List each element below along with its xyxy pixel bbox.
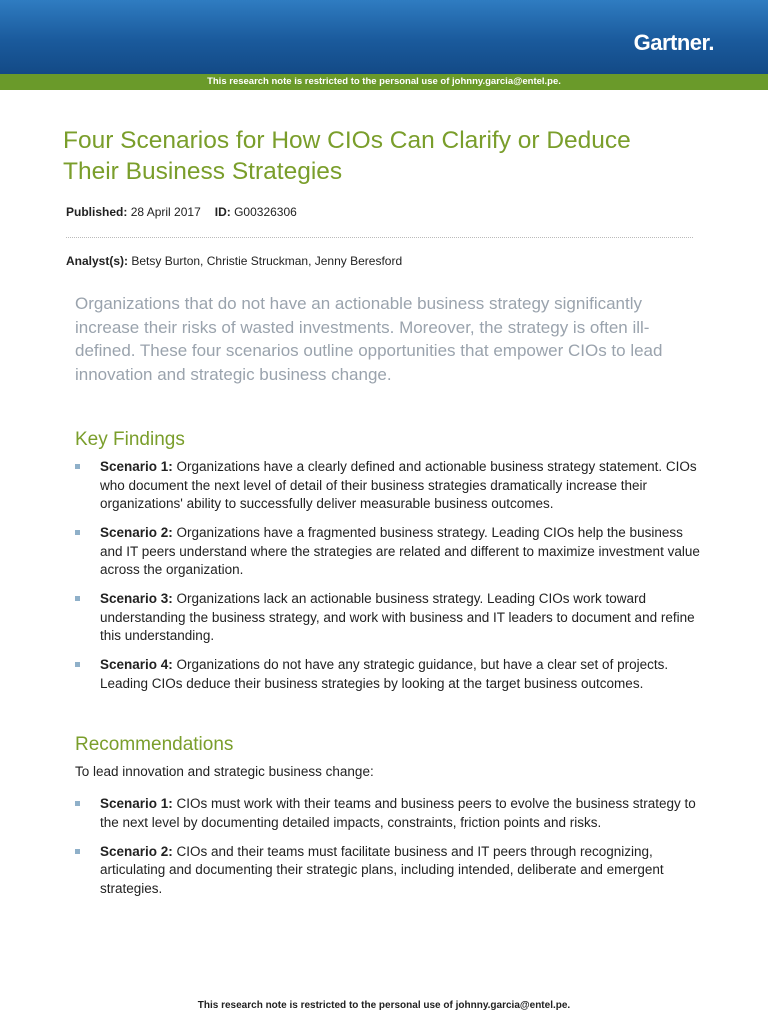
usage-notice-top: This research note is restricted to the personal use of johnny.garcia@entel.pe. — [0, 74, 768, 90]
key-findings-list — [75, 458, 700, 704]
scenario-text: Organizations lack an actionable business strategy. Leading CIOs work toward understanding the business strategy, and work with business and IT leaders to document and refine this understanding. — [100, 591, 695, 643]
square-bullet-icon — [75, 849, 80, 854]
scenario-text: Organizations have a clearly defined and actionable business strategy statement. CIOs who document the next level of detail of their business strategies dramatically increase their organizations' ability to successfully deliver measurable business outcomes. — [100, 459, 697, 511]
analysts-names: Betsy Burton, Christie Struckman, Jenny Beresford — [131, 254, 403, 268]
list-item — [75, 656, 700, 693]
scenario-text: CIOs and their teams must facilitate business and IT peers through recognizing, articulating and documenting their strategic plans, including intended, deliberate and emergent strategies. — [100, 843, 664, 896]
list-item — [75, 458, 700, 514]
list-item — [75, 843, 700, 899]
scenario-label: Scenario 4: — [100, 657, 173, 672]
logo-text: Gartner — [633, 30, 709, 55]
list-item — [75, 524, 700, 580]
page-header — [0, 0, 768, 74]
recommendations-heading: Recommendations — [75, 734, 234, 755]
list-item — [75, 795, 700, 832]
page-title: Four Scenarios for How CIOs Can Clarify or Deduce Their Business Strategies — [63, 127, 631, 185]
scenario-label: Scenario 1: — [100, 796, 173, 811]
scenario-label: Scenario 1: — [100, 459, 173, 474]
recommendations-list — [75, 795, 700, 909]
square-bullet-icon — [75, 801, 80, 806]
list-item — [75, 590, 700, 646]
scenario-label: Scenario 3: — [100, 591, 173, 606]
key-findings-heading: Key Findings — [75, 429, 185, 450]
published-label: Published: — [66, 205, 128, 219]
id-label: ID: — [214, 205, 231, 219]
analysts-label: Analyst(s): — [66, 254, 129, 268]
square-bullet-icon — [75, 464, 80, 469]
divider — [66, 237, 693, 238]
published-date: 28 April 2017 — [130, 205, 201, 219]
logo-dot: . — [708, 30, 714, 55]
publication-meta — [66, 205, 297, 219]
square-bullet-icon — [75, 530, 80, 535]
analysts-line — [66, 254, 402, 268]
scenario-text: Organizations do not have any strategic guidance, but have a clear set of projects. Leading CIOs deduce their business strategies by looking at the target business outcomes. — [100, 657, 669, 691]
scenario-label: Scenario 2: — [100, 843, 173, 859]
document-id: G00326306 — [234, 205, 297, 219]
square-bullet-icon — [75, 596, 80, 601]
gartner-logo — [634, 30, 714, 56]
recommendations-intro: To lead innovation and strategic business change: — [75, 764, 374, 779]
scenario-text: Organizations have a fragmented business strategy. Leading CIOs help the business and IT peers understand where the strategies are related and different to maximize investment value across the organization. — [100, 525, 700, 577]
scenario-text: CIOs must work with their teams and business peers to evolve the business strategy to the next level by documenting detailed impacts, constraints, friction points and risks. — [100, 796, 696, 830]
usage-notice-bottom: This research note is restricted to the personal use of johnny.garcia@entel.pe. — [197, 1000, 571, 1011]
scenario-label: Scenario 2: — [100, 525, 173, 540]
summary: Organizations that do not have an actionable business strategy significantly increase their risks of wasted investments. Moreover, the strategy is often ill-defined. These four scenarios outline opportunities that empower CIOs to lead innovation and strategic business change. — [75, 294, 663, 384]
square-bullet-icon — [75, 662, 80, 667]
